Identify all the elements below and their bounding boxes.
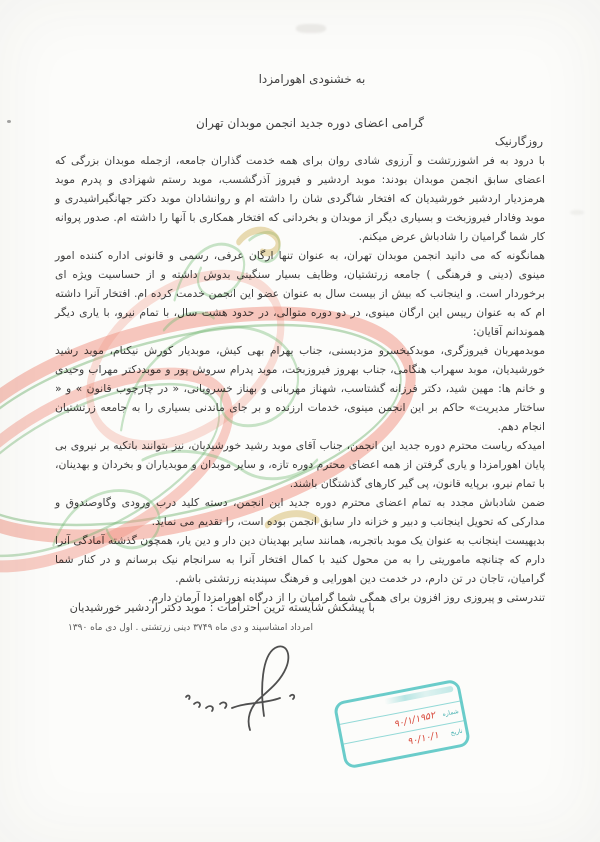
signature-scribble [172, 638, 322, 743]
stamp-number-value: ۹۰/۱/۱۹۵۲ [392, 709, 437, 731]
stamp-date-label: تاریخ [450, 727, 464, 737]
scan-smudge [570, 210, 584, 215]
date-line: امرداد امشاسپند و دی ماه ۳۷۴۹ دینی زرتشتی . اول دی ماه ۱۳۹۰ [67, 623, 313, 633]
paragraph-hope: امیدکه ریاست محترم دوره جدید این انجمن، جناب آقای موبد رشید خورشیدیان، نیز بتوانند باتکیه بر نیروی بی پایان اهورامزدا و یاری گرفتن از همه اعضای محترم دوره تازه، و سایر موبدان و موبدیاران و بخردان و بهدینان، با تمام نیرو، برپایه قانون، پی گیر کارهای گذشتگان باشند. [55, 439, 545, 490]
paragraph-intro: با درود به فر اشوزرتشت و آرزوی شادی روان برای همه خدمت گذاران جامعه، ازجمله موبدان بزرگی که اعضای سابق انجمن موبدان بودند: موبد اردشیر و فیروز آذرگشسب، موبد رستم شهزادی و پدرم موبد هرمزدیار اردشیر خورشیدیان که افتخار شاگردی شان را داشته ام و روانشادان موبد دکتر جهانگیراشیدری و موبد وفادار فیروزبخت و بسیاری دیگر از موبدان و بخردانی که افتخار همکاری با آنها را داشته ام. صدور پروانه کار شما گرامیان را شادباش عرض میکنم. [55, 154, 545, 243]
scan-smudge [296, 24, 326, 33]
paragraph-handover: ضمن شادباش مجدد به تمام اعضای محترم دوره جدید این انجمن، دسته کلید درب ورودی وگاوصندوق و مدارکی که تحویل اینجانب و دبیر و خزانه دار سابق انجمن بوده است، را تقدیم می نماید. [55, 496, 545, 528]
letter-title: گرامی اعضای دوره جدید انجمن موبدان تهران [195, 116, 425, 130]
stamp-date-value: ۹۰/۱۰/۱ [406, 729, 441, 748]
stamp-number-label: شماره [441, 708, 460, 719]
signoff-line: با پیشکش شایسته ترین احترامات : موبد دکتر اردشیر خورشیدیان [69, 601, 375, 614]
invocation-line: به خشنودی اهورامزدا [258, 72, 366, 86]
registration-stamp [333, 678, 472, 769]
scan-speck [7, 120, 11, 123]
paragraph-readiness: بدیهیست اینجانب به عنوان یک موبد باتجربه، همانند سایر بهدینان دین دار و دین یار، همچون گذشته آمادگی آنرا دارم که چنانچه ماموریتی را به من محول کنید با کمال افتخار آنرا به سرانجام نیک برسانم و در کنار شما گرامیان، تاجان در تن دارم، در خدمت دین اهورایی و فرهنگ سپندینه زرتشتی باشم. [55, 534, 545, 585]
letter-body [55, 151, 545, 607]
paragraph-anjoman: همانگونه که می دانید انجمن موبدان تهران، به عنوان تنها ارگان عرفی، رسمی و قانونی اداره کننده امور مینوی (دینی و فرهنگی ) جامعه زرتشتیان، وظایف بسیار سنگینی بدوش داشته و از حساسیت ویژه ای برخوردار است. و اینجانب که بیش از بیست سال به عنوان عضو این انجمن خدمت کرده ام. افتخار آنرا داشته ام که به عنوان رییس این ارگان مینوی، در دو دوره متوالی، در حدود هشت سال، با تمام نیرو، با یاری دیگر هموندانم آقایان: [55, 249, 545, 338]
paragraph-wish: تندرستی و پیروزی روز افزون برای همگی شما گرامیان را از درگاه اهورامزدا آرمان دارم. [148, 591, 545, 604]
greeting-line: روزگارنیک [494, 134, 543, 148]
paragraph-members: موبدمهربان فیروزگری، موبدکیخسرو مزدیسنی، جناب بهرام بهی کیش، موبدیار کورش نیکنام، موبد رشید خورشیدیان، موبد سهراب هنگامی، جناب بهروز فیروزبخت، موبد پدرام سروش پور و موبددکتر مهراب وحیدی و خانم ها: مهین شید، دکتر فرزانه گشتاسب، شهناز مهربانی و بهناز خسرویانی، « در چارچوب قانون » و « ساختار مدیریت» حاکم بر این انجمن مینوی، خدمات ارزنده و بر جای ماندنی بسیاری را به جامعه زرتشتیان انجام دهم. [55, 344, 545, 433]
